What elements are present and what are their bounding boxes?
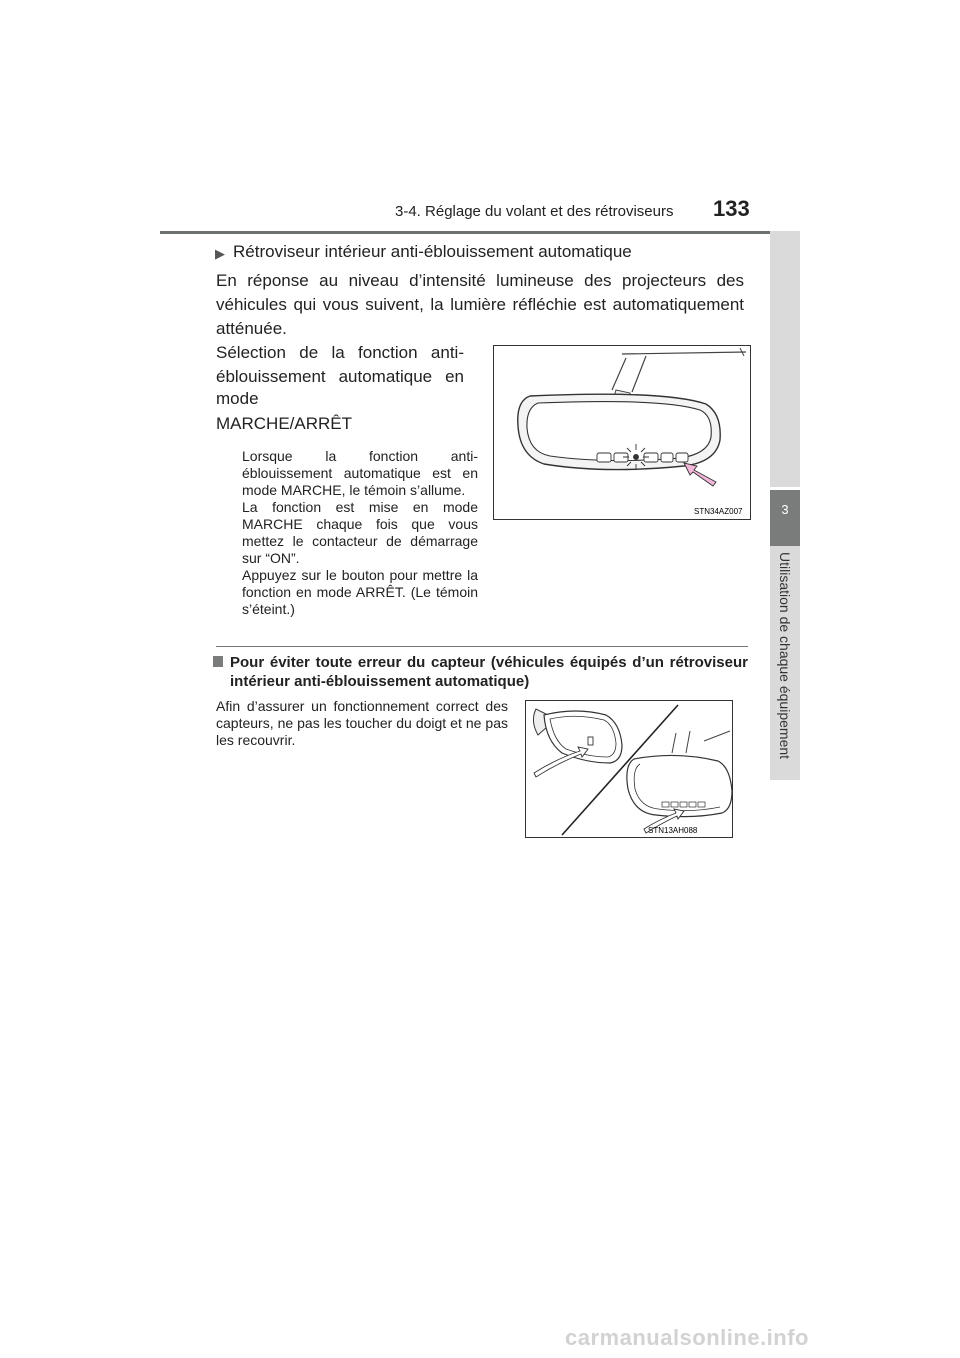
description-line-3: Appuyez sur le bouton pour mettre la fonction en mode ARRÊT. (Le témoin s’éteint.): [242, 567, 478, 617]
triangle-right-icon: ▶: [215, 246, 225, 261]
chapter-number: 3: [781, 502, 789, 517]
header-rule: [160, 231, 800, 234]
figure-code-2: STN13AH088: [648, 826, 698, 835]
figure-code-1: STN34AZ007: [694, 507, 743, 516]
section-marker-icon: [213, 656, 223, 667]
mirror-illustration: [494, 346, 750, 519]
chapter-tab-number-box: [770, 490, 800, 546]
sensor-illustration: [526, 701, 732, 837]
caution-section-title: Pour éviter toute erreur du capteur (véhicules équipés d’un rétroviseur intérieur anti-éblouissement automatique): [230, 654, 748, 690]
section-divider: [216, 646, 748, 647]
selection-heading: Sélection de la fonction anti-éblouissement automatique en: [216, 343, 464, 386]
section-header-title: 3-4. Réglage du volant et des rétroviseurs: [395, 203, 674, 220]
feature-title: Rétroviseur intérieur anti-éblouissement automatique: [233, 242, 632, 261]
chapter-label: Utilisation de chaque équipement: [777, 552, 793, 760]
watermark: carmanualsonline.info: [565, 1325, 809, 1350]
selection-heading-end: mode: [216, 389, 259, 408]
feature-intro: En réponse au niveau d’intensité lumineuse des projecteurs des véhicules qui vous suivent, la lumière réfléchie est automatiquement atténuée.: [216, 271, 744, 338]
page-number: 133: [713, 196, 750, 221]
mode-label: MARCHE/ARRÊT: [216, 414, 353, 433]
description-line-1: Lorsque la fonction anti-éblouissement automatique est en mode MARCHE, le témoin s’allume.: [242, 448, 478, 498]
description-line-2: La fonction est mise en mode MARCHE chaque fois que vous mettez le contacteur de démarrage sur “ON”.: [242, 499, 478, 566]
mirror-figure: [493, 345, 751, 520]
sensor-figure: [525, 700, 733, 838]
chapter-tab-top: [770, 231, 800, 487]
caution-text: Afin d’assurer un fonctionnement correct des capteurs, ne pas les toucher du doigt et ne pas les recouvrir.: [216, 698, 508, 748]
press-arrow-icon: [684, 463, 716, 486]
feature-description: [242, 448, 478, 618]
